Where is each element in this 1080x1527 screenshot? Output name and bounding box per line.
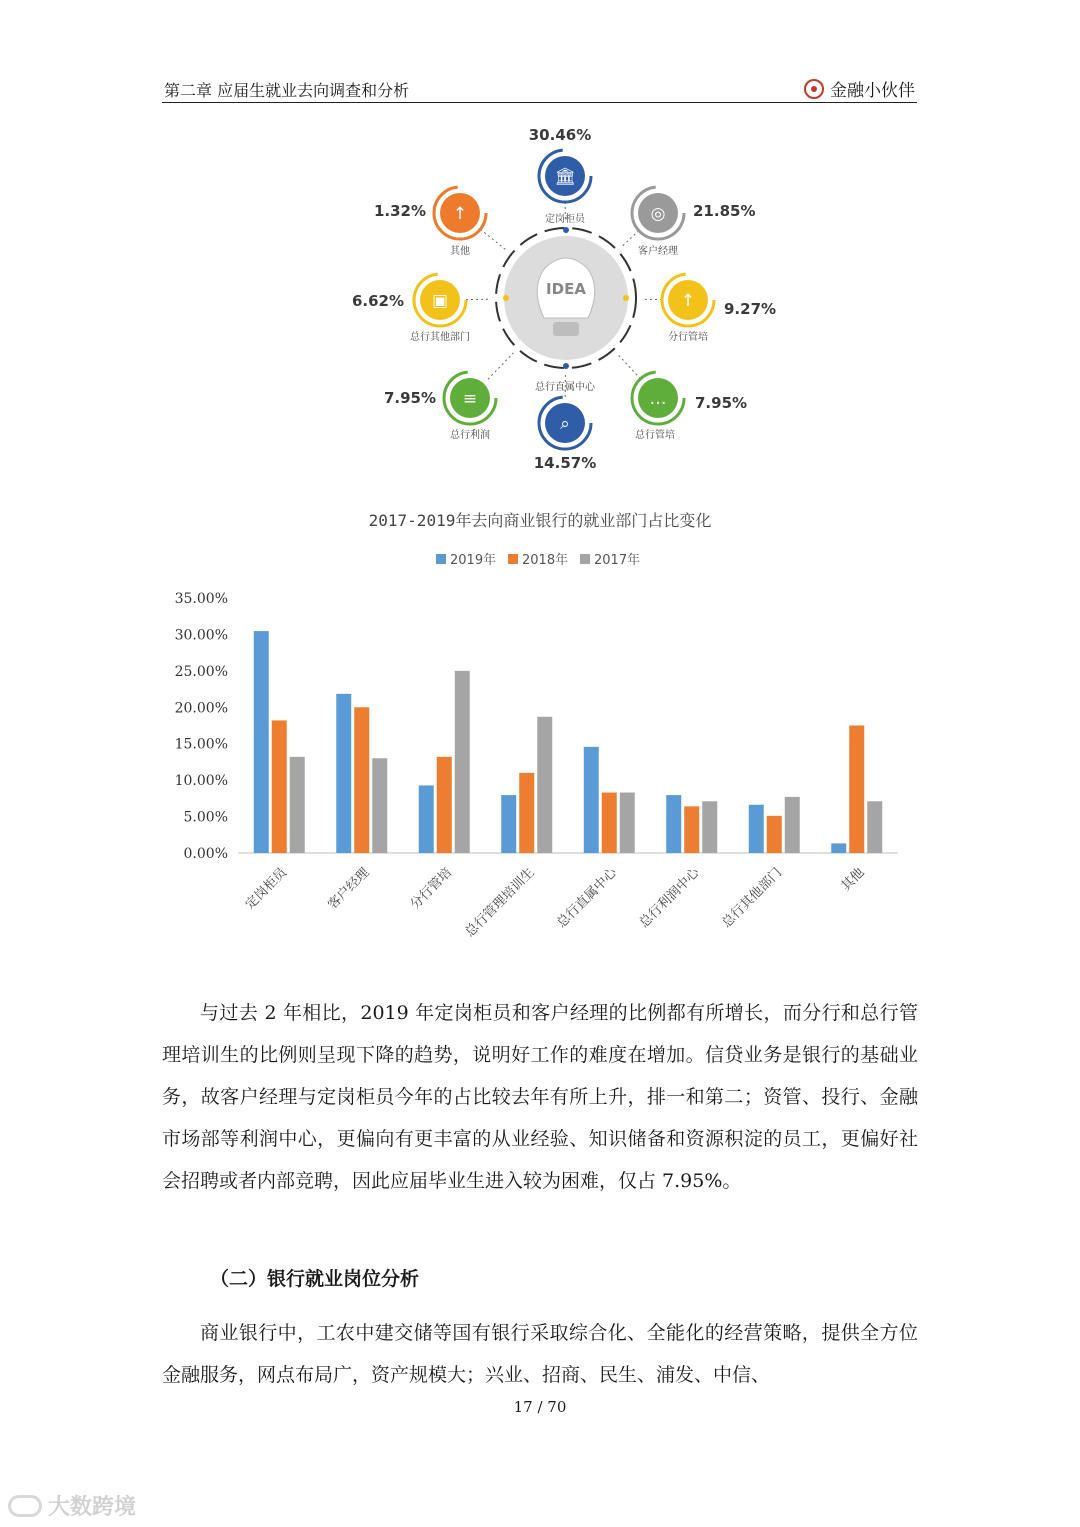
wallet-icon: ▣ xyxy=(431,291,449,311)
bar xyxy=(372,758,387,853)
y-tick-label: 15.00% xyxy=(174,736,228,753)
y-tick-label: 0.00% xyxy=(183,846,228,862)
x-category-label: 总行管理培训生 xyxy=(462,865,538,941)
paragraph-2 xyxy=(162,1312,918,1396)
brand-name: 金融小伙伴 xyxy=(830,81,915,101)
node-label: 总行直属中心 xyxy=(535,382,595,393)
x-category-label: 其他 xyxy=(838,865,868,895)
bar xyxy=(749,805,764,853)
bars xyxy=(254,631,883,853)
bar xyxy=(272,720,287,853)
chart-title: 2017-2019年去向商业银行的就业部门占比变化 xyxy=(368,511,712,530)
paragraph-2-text: 商业银行中，工农中建交储等国有银行采取综合化、全能化的经营策略，提供全方位金融服务，网点布局广，资产规模大；兴业、招商、民生、浦发、中信、 xyxy=(162,1322,918,1386)
bar xyxy=(455,671,470,853)
infographic-node xyxy=(352,274,490,343)
y-tick-label: 25.00% xyxy=(174,663,228,680)
x-category-label: 总行其他部门 xyxy=(719,865,786,931)
chart-legend xyxy=(436,552,640,568)
bar xyxy=(767,816,782,853)
infographic-node xyxy=(384,353,513,441)
bar xyxy=(336,694,351,853)
connector-line xyxy=(622,231,639,247)
paragraph-1-text: 与过去 2 年相比，2019 年定岗柜员和客户经理的比例都有所增长，而分行和总行管理培训生的比例则呈现下降的趋势，说明好工作的难度在增加。信贷业务是银行的基础业务，故客户经理与定岗柜员今年的占比较去年有所上升，排一和第二；资管、投行、金融市场部等利润中心，更偏向有更丰富的从业经验、知识储备和资源积淀的员工，更偏好社会招聘或者内部竞聘，因此应届毕业生进入较为困难，仅占 7.95%。 xyxy=(162,1002,918,1192)
y-tick-label: 35.00% xyxy=(174,591,228,607)
x-category-label: 定岗柜员 xyxy=(242,865,291,913)
legend-label: 2017年 xyxy=(594,553,641,568)
idea-text: IDEA xyxy=(546,280,586,298)
bar-chart xyxy=(160,500,920,970)
infographic-node xyxy=(374,187,507,257)
y-tick-label: 20.00% xyxy=(174,700,228,717)
connector-line xyxy=(488,353,513,379)
rocket-icon: ↑ xyxy=(680,291,696,311)
chapter-title: 第二章 应届生就业去向调查和分析 xyxy=(164,81,410,100)
node-percentage: 30.46% xyxy=(528,126,592,144)
infographic-node xyxy=(529,126,591,225)
y-tick-label: 30.00% xyxy=(174,627,228,644)
node-percentage: 9.27% xyxy=(724,300,777,318)
x-category-label: 总行利润中心 xyxy=(636,865,703,931)
connector-line xyxy=(480,229,506,250)
paragraph-1 xyxy=(162,992,918,1202)
chat-icon: … xyxy=(649,389,667,409)
bar xyxy=(684,806,699,853)
bar xyxy=(354,707,369,853)
infographic-node xyxy=(642,274,776,343)
bar xyxy=(702,801,717,853)
bar xyxy=(666,795,681,853)
node-percentage: 6.62% xyxy=(351,292,404,310)
bar xyxy=(867,801,882,853)
node-percentage: 7.95% xyxy=(383,389,436,407)
page-number: 17 / 70 xyxy=(513,1398,567,1416)
bar xyxy=(602,793,617,853)
legend-swatch xyxy=(580,554,590,564)
infographic-node xyxy=(534,374,596,472)
brand-logo-icon xyxy=(804,79,824,99)
bar xyxy=(831,843,846,853)
idea-bulb xyxy=(496,227,636,369)
node-label: 分行管培 xyxy=(668,332,708,343)
infographic-node xyxy=(622,187,756,257)
node-label: 其他 xyxy=(450,246,470,257)
legend-label: 2019年 xyxy=(450,553,497,568)
bar xyxy=(501,795,516,853)
legend-label: 2018年 xyxy=(522,553,569,568)
document-icon: ≡ xyxy=(462,389,478,409)
connector-line xyxy=(617,354,640,379)
node-percentage: 7.95% xyxy=(695,394,748,412)
bar xyxy=(537,717,552,853)
node-percentage: 21.85% xyxy=(693,202,756,220)
legend-swatch xyxy=(508,554,518,564)
y-tick-label: 5.00% xyxy=(183,809,228,826)
x-category-label: 分行管培 xyxy=(407,865,456,913)
page-header xyxy=(162,72,917,103)
bar xyxy=(849,726,864,854)
node-percentage: 1.32% xyxy=(373,202,426,220)
watermark-logo-icon xyxy=(8,1495,42,1517)
bar xyxy=(254,631,269,853)
bar xyxy=(419,785,434,853)
node-label: 总行其他部门 xyxy=(410,332,470,343)
infographic-node xyxy=(617,354,747,441)
node-label: 总行管培 xyxy=(635,430,675,441)
binoculars-icon: ◎ xyxy=(650,204,666,224)
idea-infographic xyxy=(351,118,780,488)
node-label: 客户经理 xyxy=(638,246,678,257)
section-heading: （二）银行就业岗位分析 xyxy=(210,1268,420,1290)
legend-swatch xyxy=(436,554,446,564)
node-label: 定岗柜员 xyxy=(545,214,585,225)
watermark-text: 大数跨境 xyxy=(48,1495,137,1520)
bar xyxy=(584,747,599,853)
x-category-label: 总行直属中心 xyxy=(554,865,621,931)
bank-icon: 🏛 xyxy=(554,167,576,187)
x-category-label: 客户经理 xyxy=(325,865,373,913)
y-tick-label: 10.00% xyxy=(174,773,228,790)
bar xyxy=(785,797,800,853)
bar xyxy=(437,757,452,853)
rocket-icon: ↑ xyxy=(452,204,468,224)
node-percentage: 14.57% xyxy=(533,454,597,472)
bar xyxy=(519,773,534,853)
x-axis xyxy=(242,864,868,940)
bar xyxy=(620,793,635,853)
search-icon: ⌕ xyxy=(560,414,570,434)
watermark xyxy=(8,1490,136,1521)
bar xyxy=(290,757,305,853)
node-label: 总行利润 xyxy=(450,430,490,441)
brand xyxy=(804,76,915,101)
